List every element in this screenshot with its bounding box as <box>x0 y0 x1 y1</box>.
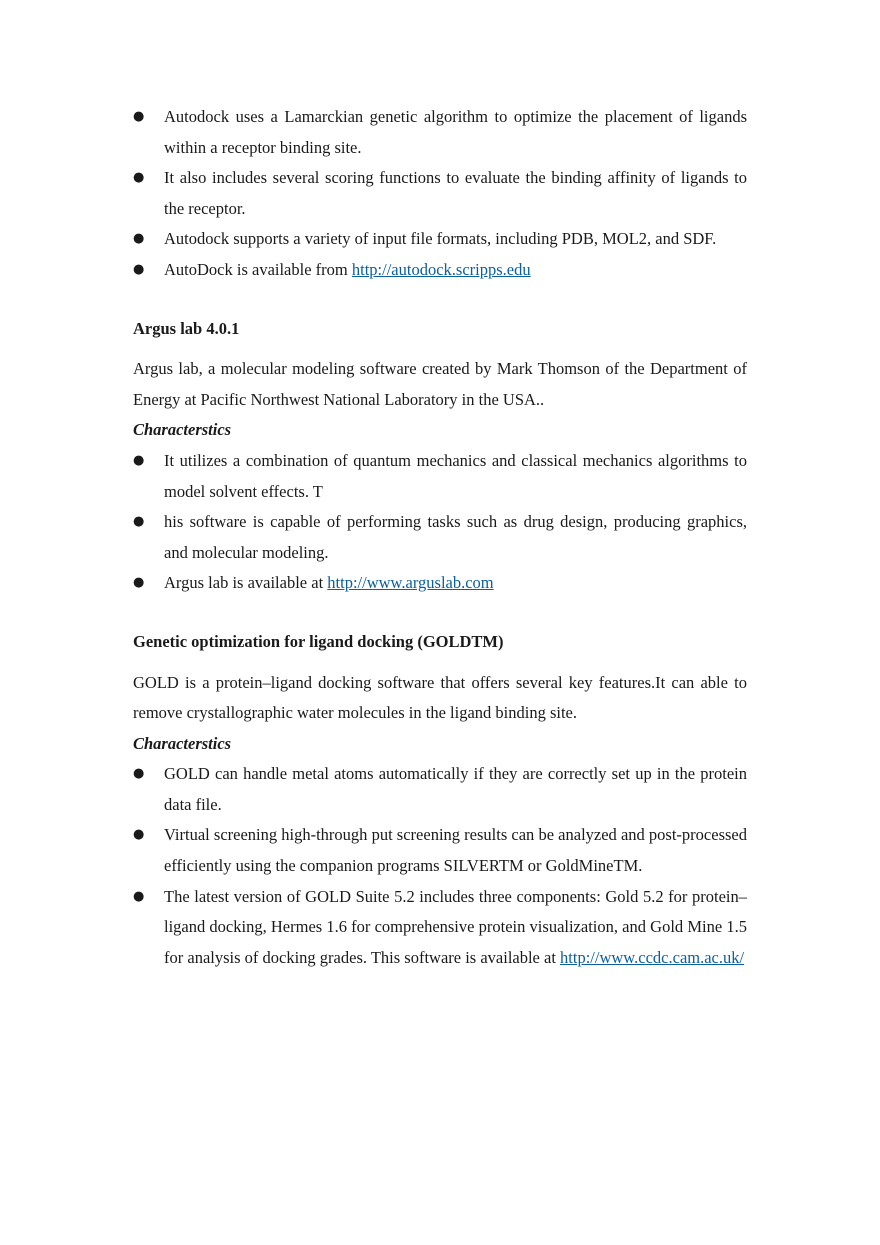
bullet-icon: ● <box>133 109 145 124</box>
list-item <box>133 820 747 881</box>
list-item <box>133 568 747 599</box>
section-heading-gold: Genetic optimization for ligand docking (GOLDTM) <box>133 631 504 651</box>
bullet-text: Virtual screening high-through put screening results can be analyzed and post-processed efficiently using the companion programs SILVERTM or GoldMineTM. <box>164 825 747 876</box>
bullet-icon: ● <box>133 766 145 782</box>
bullet-text: The latest version of GOLD Suite 5.2 includes three components: Gold 5.2 for protein–ligand docking, Hermes 1.6 for comprehensive protein visualization, and Gold Mine 1.5 for analysis of docking grades. This software is available at <box>164 886 747 967</box>
bullet-text: Argus lab is available at <box>164 573 328 593</box>
gold-characteristics-label: Characterstics <box>133 733 232 753</box>
bullet-text: Autodock uses a Lamarckian genetic algorithm to optimize the placement of ligands within a receptor binding site. <box>164 107 747 157</box>
bullet-text: AutoDock is available from <box>164 259 352 279</box>
bullet-text: GOLD can handle metal atoms automatically if they are correctly set up in the protein data file. <box>164 764 747 814</box>
bullet-icon: ● <box>133 261 145 277</box>
arguslab-link[interactable]: http://www.arguslab.com <box>327 573 494 593</box>
list-item <box>133 882 747 974</box>
bullet-icon: ● <box>133 575 145 591</box>
autodock-bullet-list <box>133 102 747 286</box>
gold-link[interactable]: http://www.ccdc.cam.ac.uk/ <box>560 947 745 967</box>
bullet-text: It utilizes a combination of quantum mechanics and classical mechanics algorithms to model solvent effects. T <box>164 450 747 501</box>
bullet-text: Autodock supports a variety of input file formats, including PDB, MOL2, and SDF. <box>164 229 717 249</box>
bullet-text: his software is capable of performing tasks such as drug design, producing graphics, and molecular modeling. <box>164 512 747 562</box>
list-item <box>133 255 747 286</box>
document-page <box>133 102 747 973</box>
arguslab-characteristics-label: Characterstics <box>133 420 232 440</box>
list-item <box>133 446 747 507</box>
bullet-icon: ● <box>133 452 145 468</box>
list-item <box>133 102 747 163</box>
section-heading-arguslab: Argus lab 4.0.1 <box>133 318 240 338</box>
autodock-link[interactable]: http://autodock.scripps.edu <box>351 259 531 279</box>
list-item <box>133 759 747 820</box>
bullet-icon: ● <box>133 827 145 843</box>
list-item <box>133 507 747 568</box>
gold-bullet-list <box>133 759 747 973</box>
bullet-icon: ● <box>133 231 145 247</box>
arguslab-bullet-list <box>133 446 747 599</box>
bullet-text: It also includes several scoring functions to evaluate the binding affinity of ligands to the receptor. <box>164 168 747 218</box>
list-item <box>133 224 747 255</box>
bullet-icon: ● <box>133 170 145 186</box>
bullet-icon: ● <box>133 888 145 904</box>
arguslab-intro: Argus lab, a molecular modeling software created by Mark Thomson of the Department of Energy at Pacific Northwest National Laboratory in the USA.. <box>133 359 747 409</box>
bullet-icon: ● <box>133 514 145 530</box>
list-item <box>133 163 747 224</box>
gold-intro: GOLD is a protein–ligand docking software that offers several key features.It can able to remove crystallographic water molecules in the ligand binding site. <box>133 672 747 723</box>
